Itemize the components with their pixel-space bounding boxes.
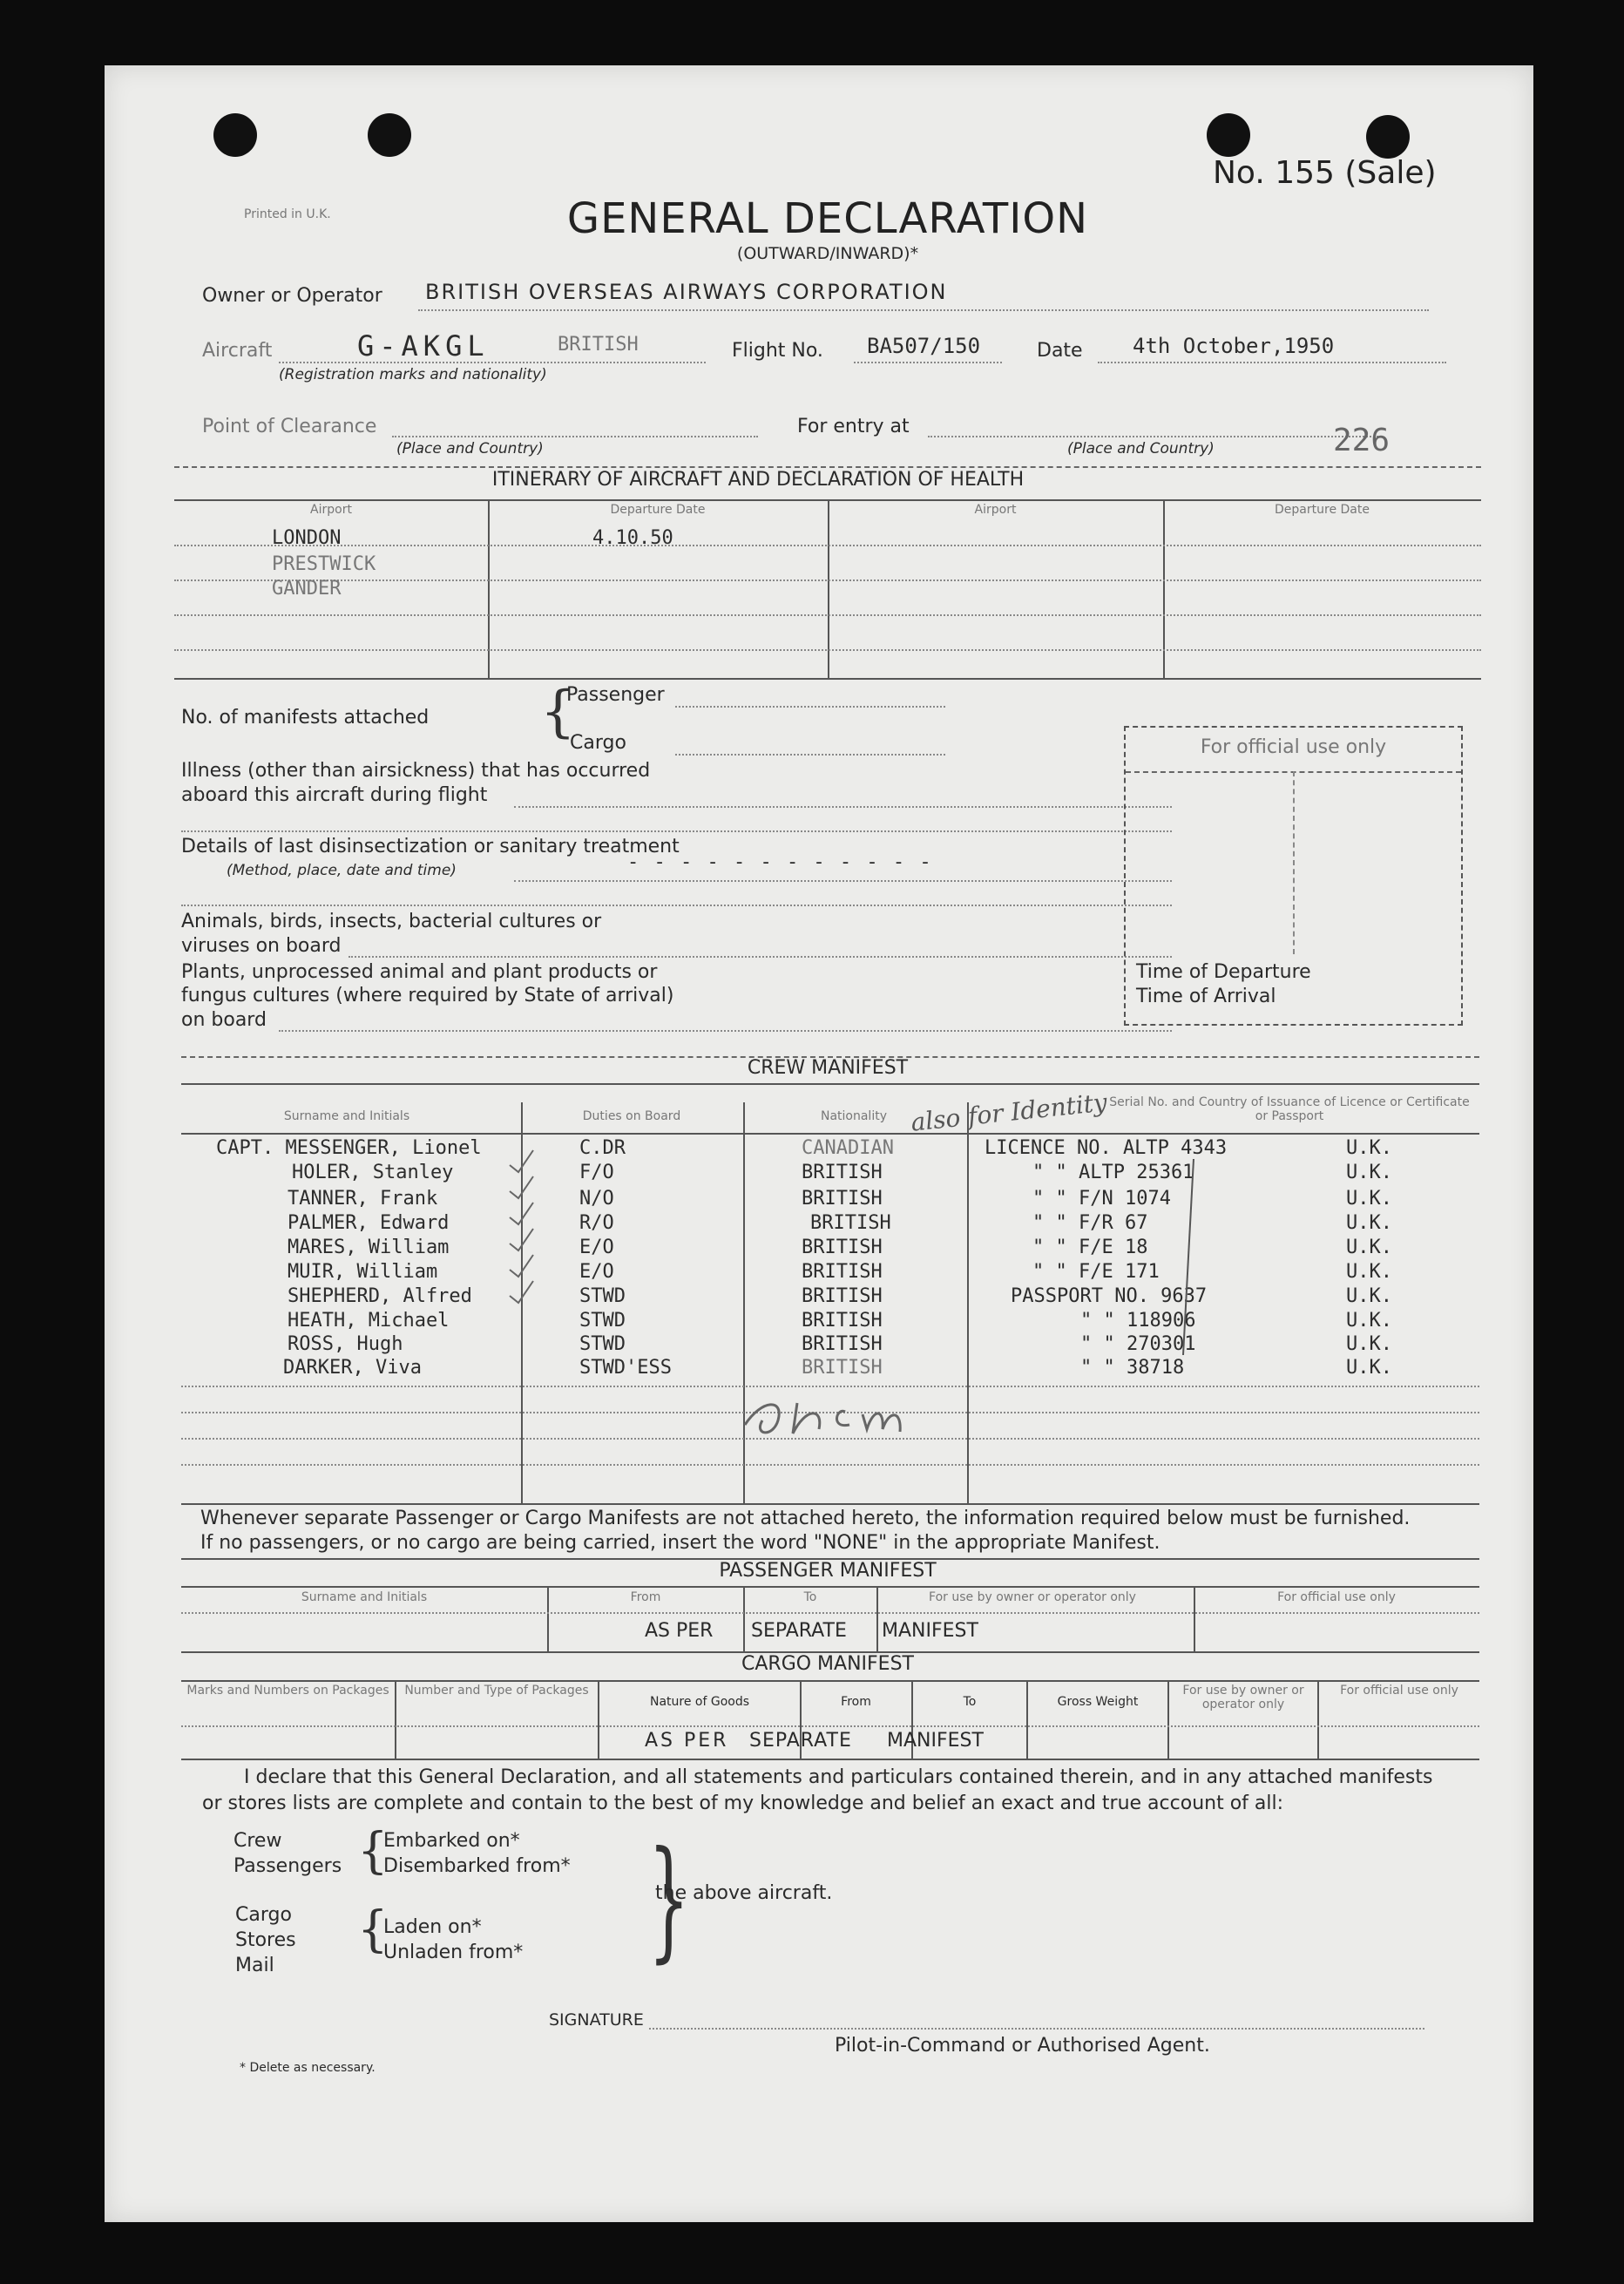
cargo-col-to: To bbox=[963, 1695, 977, 1709]
clearance-label: Point of Clearance bbox=[202, 416, 377, 437]
itinerary-row-rule bbox=[174, 579, 1481, 581]
signer-label: Pilot-in-Command or Authorised Agent. bbox=[835, 2035, 1210, 2057]
punch-hole-right-1 bbox=[1207, 113, 1250, 157]
plants-rule bbox=[279, 1030, 1172, 1032]
crew-country: U.K. bbox=[1346, 1237, 1392, 1258]
aircraft-rule bbox=[279, 362, 706, 363]
page-title: GENERAL DECLARATION bbox=[566, 194, 1089, 243]
itinerary-airport: GANDER bbox=[272, 578, 342, 600]
crew-nationality: CANADIAN bbox=[802, 1137, 894, 1159]
manifests-brace: { bbox=[540, 680, 576, 744]
crew-duty: STWD bbox=[579, 1333, 626, 1355]
owner-label: Owner or Operator bbox=[202, 285, 382, 307]
cargo-divider bbox=[1026, 1680, 1028, 1759]
official-use-box bbox=[1124, 726, 1463, 1026]
printed-in: Printed in U.K. bbox=[244, 207, 331, 221]
crew-name: DARKER, Viva bbox=[283, 1357, 422, 1379]
flight-label: Flight No. bbox=[732, 340, 823, 362]
crew-nationality: BRITISH bbox=[802, 1237, 883, 1258]
entry-label: For entry at bbox=[797, 416, 910, 437]
cargo-brace: { bbox=[357, 1901, 389, 1958]
crew-nationality: BRITISH bbox=[810, 1212, 891, 1234]
crew-country: U.K. bbox=[1346, 1310, 1392, 1332]
itinerary-top-rule bbox=[174, 466, 1481, 468]
itinerary-airport: LONDON bbox=[272, 527, 342, 549]
passenger-divider bbox=[547, 1586, 549, 1651]
cargo-manifest-title: CARGO MANIFEST bbox=[741, 1653, 914, 1675]
crew-country: U.K. bbox=[1346, 1162, 1392, 1183]
crew-duty: STWD bbox=[579, 1285, 626, 1307]
crew-duty: E/O bbox=[579, 1261, 614, 1283]
plants-label-3: on board bbox=[181, 1009, 267, 1031]
cargo-row-rule bbox=[181, 1725, 1479, 1727]
declaration-stores: Stores bbox=[235, 1929, 296, 1951]
declaration-footnote: * Delete as necessary. bbox=[240, 2061, 376, 2075]
crew-name: TANNER, Frank bbox=[288, 1188, 438, 1210]
crew-nationality: BRITISH bbox=[802, 1162, 883, 1183]
cargo-col-weight: Gross Weight bbox=[1057, 1695, 1139, 1709]
plants-label-2: fungus cultures (where required by State of arrival) bbox=[181, 985, 674, 1006]
crew-columns-rule bbox=[181, 1133, 1479, 1135]
disinsect-label-2: (Method, place, date and time) bbox=[227, 862, 457, 879]
stamp-number: 226 bbox=[1333, 423, 1391, 458]
itinerary-row-rule bbox=[174, 649, 1481, 651]
crew-duty: C.DR bbox=[579, 1137, 626, 1159]
time-of-arrival-label: Time of Arrival bbox=[1136, 986, 1276, 1007]
crew-name: ROSS, Hugh bbox=[288, 1333, 403, 1355]
crew-country: U.K. bbox=[1346, 1333, 1392, 1355]
itinerary-divider-2 bbox=[828, 499, 829, 678]
crew-document: " " 38718 bbox=[1080, 1357, 1185, 1379]
punch-hole-left-2 bbox=[368, 113, 411, 157]
crew-handwritten-annotation: also for Identity bbox=[909, 1088, 1109, 1137]
itinerary-col-date-1: Departure Date bbox=[610, 503, 706, 517]
document-number: No. 155 (Sale) bbox=[1213, 155, 1437, 191]
aircraft-registration: G-AKGL bbox=[357, 329, 490, 363]
crew-nationality: BRITISH bbox=[802, 1310, 883, 1332]
crew-name: MARES, William bbox=[288, 1237, 450, 1258]
itinerary-col-date-2: Departure Date bbox=[1275, 503, 1370, 517]
disinsect-value: - - - - - - - - - - - - bbox=[627, 851, 933, 873]
crew-nationality: BRITISH bbox=[802, 1333, 883, 1355]
declaration-crew: Crew bbox=[233, 1830, 282, 1852]
cargo-col-from: From bbox=[841, 1695, 871, 1709]
passenger-col-owner: For use by owner or operator only bbox=[929, 1590, 1136, 1604]
crew-country: U.K. bbox=[1346, 1285, 1392, 1307]
passenger-divider bbox=[876, 1586, 878, 1651]
passenger-col-from: From bbox=[630, 1590, 661, 1604]
crew-country: U.K. bbox=[1346, 1357, 1392, 1379]
crew-country: U.K. bbox=[1346, 1137, 1392, 1159]
animals-rule bbox=[348, 956, 1172, 958]
animals-label-1: Animals, birds, insects, bacterial cultures or bbox=[181, 911, 602, 932]
itinerary-col-airport-1: Airport bbox=[310, 503, 352, 517]
cargo-divider bbox=[598, 1680, 599, 1759]
crew-country: U.K. bbox=[1346, 1188, 1392, 1210]
crew-row-rule bbox=[181, 1464, 1479, 1466]
entry-rule bbox=[928, 436, 1381, 437]
flight-value: BA507/150 bbox=[867, 334, 981, 358]
crew-name: MUIR, William bbox=[288, 1261, 438, 1283]
declaration-line-1: I declare that this General Declaration, and all statements and particulars contained therein, and in any attached manifests bbox=[244, 1766, 1433, 1788]
illness-rule bbox=[514, 806, 1172, 808]
cargo-divider bbox=[1167, 1680, 1169, 1759]
flight-rule bbox=[854, 362, 1002, 363]
cargo-col-owner: For use by owner or operator only bbox=[1182, 1684, 1304, 1711]
crew-nationality: BRITISH bbox=[802, 1357, 883, 1379]
crew-col-document: Serial No. and Country of Issuance of Licence or Certificate or Passport bbox=[1109, 1095, 1470, 1123]
crew-duty: R/O bbox=[579, 1212, 614, 1234]
crew-document: PASSPORT NO. 9637 bbox=[1011, 1285, 1208, 1307]
aircraft-hint: (Registration marks and nationality) bbox=[279, 366, 547, 383]
crew-duty: F/O bbox=[579, 1162, 614, 1183]
cargo-manifest-value-2: SEPARATE bbox=[749, 1730, 852, 1752]
crew-nationality: BRITISH bbox=[802, 1188, 883, 1210]
crew-duty: N/O bbox=[579, 1188, 614, 1210]
signature-label: SIGNATURE bbox=[549, 2010, 644, 2030]
itinerary-date: 4.10.50 bbox=[592, 527, 673, 549]
passenger-col-name: Surname and Initials bbox=[301, 1590, 428, 1604]
passenger-divider bbox=[1194, 1586, 1195, 1651]
declaration-above-aircraft: the above aircraft. bbox=[655, 1882, 833, 1904]
illness-rule-2 bbox=[181, 830, 1172, 832]
passenger-manifest-value-2: SEPARATE bbox=[751, 1620, 847, 1642]
animals-label-2: viruses on board bbox=[181, 935, 342, 957]
crew-document: " " F/E 171 bbox=[1032, 1261, 1160, 1283]
date-rule bbox=[1098, 362, 1446, 363]
date-value: 4th October,1950 bbox=[1133, 334, 1335, 358]
cargo-col-official: For official use only bbox=[1340, 1684, 1458, 1698]
crew-divider-3 bbox=[967, 1102, 969, 1503]
declaration-disembarked: Disembarked from* bbox=[383, 1855, 571, 1877]
time-of-departure-label: Time of Departure bbox=[1136, 961, 1311, 983]
cargo-header-rule bbox=[181, 1680, 1479, 1682]
itinerary-title: ITINERARY OF AIRCRAFT AND DECLARATION OF HEALTH bbox=[491, 469, 1025, 491]
cargo-divider bbox=[1317, 1680, 1319, 1759]
crew-row-rule bbox=[181, 1386, 1479, 1387]
crew-document: " " 270301 bbox=[1080, 1333, 1196, 1355]
aircraft-nationality: BRITISH bbox=[558, 334, 639, 356]
passenger-col-official: For official use only bbox=[1277, 1590, 1396, 1604]
crew-check-marks bbox=[505, 1146, 540, 1372]
cargo-manifest-value-3: MANIFEST bbox=[887, 1730, 984, 1752]
signature-rule bbox=[649, 2028, 1424, 2030]
declaration-laden: Laden on* bbox=[383, 1916, 482, 1938]
passenger-divider bbox=[743, 1586, 745, 1651]
crew-bottom-rule bbox=[181, 1503, 1479, 1505]
declaration-embarked: Embarked on* bbox=[383, 1830, 520, 1852]
declaration-unladen: Unladen from* bbox=[383, 1942, 524, 1963]
aircraft-label: Aircraft bbox=[202, 340, 273, 362]
passenger-manifest-rule bbox=[675, 706, 945, 708]
illness-label-1: Illness (other than airsickness) that has occurred bbox=[181, 760, 651, 782]
passenger-manifest-value-1: AS PER bbox=[645, 1620, 714, 1642]
crew-name: HEATH, Michael bbox=[288, 1310, 450, 1332]
itinerary-divider-3 bbox=[1163, 499, 1165, 678]
disinsect-rule bbox=[514, 880, 1172, 882]
cargo-col-number: Number and Type of Packages bbox=[404, 1684, 589, 1698]
itinerary-bottom-rule bbox=[174, 678, 1481, 680]
cargo-manifest-rule bbox=[675, 754, 945, 756]
crew-divider-2 bbox=[743, 1102, 745, 1503]
illness-label-2: aboard this aircraft during flight bbox=[181, 784, 488, 806]
crew-name: PALMER, Edward bbox=[288, 1212, 450, 1234]
crew-country: U.K. bbox=[1346, 1212, 1392, 1234]
crew-title: CREW MANIFEST bbox=[747, 1057, 909, 1079]
itinerary-row-rule bbox=[174, 614, 1481, 616]
above-aircraft-brace: { bbox=[647, 1824, 690, 1976]
plants-label-1: Plants, unprocessed animal and plant products or bbox=[181, 961, 658, 983]
crew-name: HOLER, Stanley bbox=[292, 1162, 454, 1183]
crew-document: LICENCE NO. ALTP 4343 bbox=[985, 1137, 1228, 1159]
crew-document: " " F/R 67 bbox=[1032, 1212, 1148, 1234]
crew-document: " " 118906 bbox=[1080, 1310, 1196, 1332]
owner-value: BRITISH OVERSEAS AIRWAYS CORPORATION bbox=[425, 280, 948, 304]
cargo-manifest-label: Cargo bbox=[570, 732, 626, 754]
clearance-rule bbox=[392, 436, 758, 437]
crew-brace: { bbox=[357, 1823, 389, 1880]
crew-country: U.K. bbox=[1346, 1261, 1392, 1283]
cargo-manifest-value-1: AS PER bbox=[645, 1730, 729, 1752]
cargo-col-marks: Marks and Numbers on Packages bbox=[186, 1684, 389, 1698]
passenger-col-to: To bbox=[803, 1590, 817, 1604]
punch-hole-left-1 bbox=[213, 113, 257, 157]
declaration-line-2: or stores lists are complete and contain to the best of my knowledge and belief an exact and true account of all: bbox=[202, 1793, 1284, 1814]
disinsect-label-1: Details of last disinsectization or sanitary treatment bbox=[181, 836, 680, 857]
itinerary-col-airport-2: Airport bbox=[974, 503, 1017, 517]
passenger-manifest-value-3: MANIFEST bbox=[882, 1620, 978, 1642]
crew-document: " " F/E 18 bbox=[1032, 1237, 1148, 1258]
passenger-row-rule bbox=[181, 1612, 1479, 1614]
passenger-header-rule bbox=[181, 1586, 1479, 1588]
page-subtitle: (OUTWARD/INWARD)* bbox=[736, 244, 919, 263]
declaration-passengers: Passengers bbox=[233, 1855, 342, 1877]
clearance-hint: (Place and Country) bbox=[396, 440, 544, 457]
crew-col-nationality: Nationality bbox=[820, 1109, 887, 1123]
date-label: Date bbox=[1037, 340, 1083, 362]
official-use-title: For official use only bbox=[1200, 736, 1387, 758]
passenger-manifest-title: PASSENGER MANIFEST bbox=[719, 1560, 937, 1582]
crew-duty: E/O bbox=[579, 1237, 614, 1258]
crew-name: SHEPHERD, Alfred bbox=[288, 1285, 472, 1307]
handwritten-signature-mark bbox=[736, 1390, 945, 1442]
crew-nationality: BRITISH bbox=[802, 1285, 883, 1307]
cargo-bottom-rule bbox=[181, 1759, 1479, 1760]
crew-duty: STWD bbox=[579, 1310, 626, 1332]
crew-nationality: BRITISH bbox=[802, 1261, 883, 1283]
document-page bbox=[105, 65, 1533, 2222]
punch-hole-right-2 bbox=[1366, 115, 1410, 159]
disinsect-rule-2 bbox=[181, 905, 1172, 906]
official-box-divider bbox=[1293, 771, 1295, 954]
passenger-manifest-label: Passenger bbox=[566, 684, 665, 706]
crew-col-name: Surname and Initials bbox=[283, 1109, 410, 1123]
instructions-line-1: Whenever separate Passenger or Cargo Manifests are not attached hereto, the information required below must be furnished. bbox=[200, 1508, 1411, 1529]
crew-header-rule bbox=[181, 1083, 1479, 1085]
entry-hint: (Place and Country) bbox=[1067, 440, 1215, 457]
crew-name: CAPT. MESSENGER, Lionel bbox=[216, 1137, 482, 1159]
itinerary-divider-1 bbox=[488, 499, 490, 678]
crew-handwritten-bracket bbox=[1176, 1155, 1202, 1364]
owner-rule bbox=[418, 309, 1429, 311]
manifests-label: No. of manifests attached bbox=[181, 707, 430, 729]
crew-duty: STWD'ESS bbox=[579, 1357, 672, 1379]
crew-document: " " F/N 1074 bbox=[1032, 1188, 1171, 1210]
cargo-col-nature: Nature of Goods bbox=[649, 1695, 750, 1709]
declaration-mail: Mail bbox=[235, 1955, 274, 1976]
crew-document: " " ALTP 25361 bbox=[1032, 1162, 1194, 1183]
itinerary-airport: PRESTWICK bbox=[272, 553, 376, 575]
crew-col-duties: Duties on Board bbox=[582, 1109, 681, 1123]
declaration-cargo: Cargo bbox=[235, 1904, 292, 1926]
instructions-line-2: If no passengers, or no cargo are being carried, insert the word "NONE" in the appropriate Manifest. bbox=[200, 1532, 1160, 1554]
cargo-divider bbox=[395, 1680, 396, 1759]
itinerary-row-rule bbox=[174, 545, 1481, 546]
